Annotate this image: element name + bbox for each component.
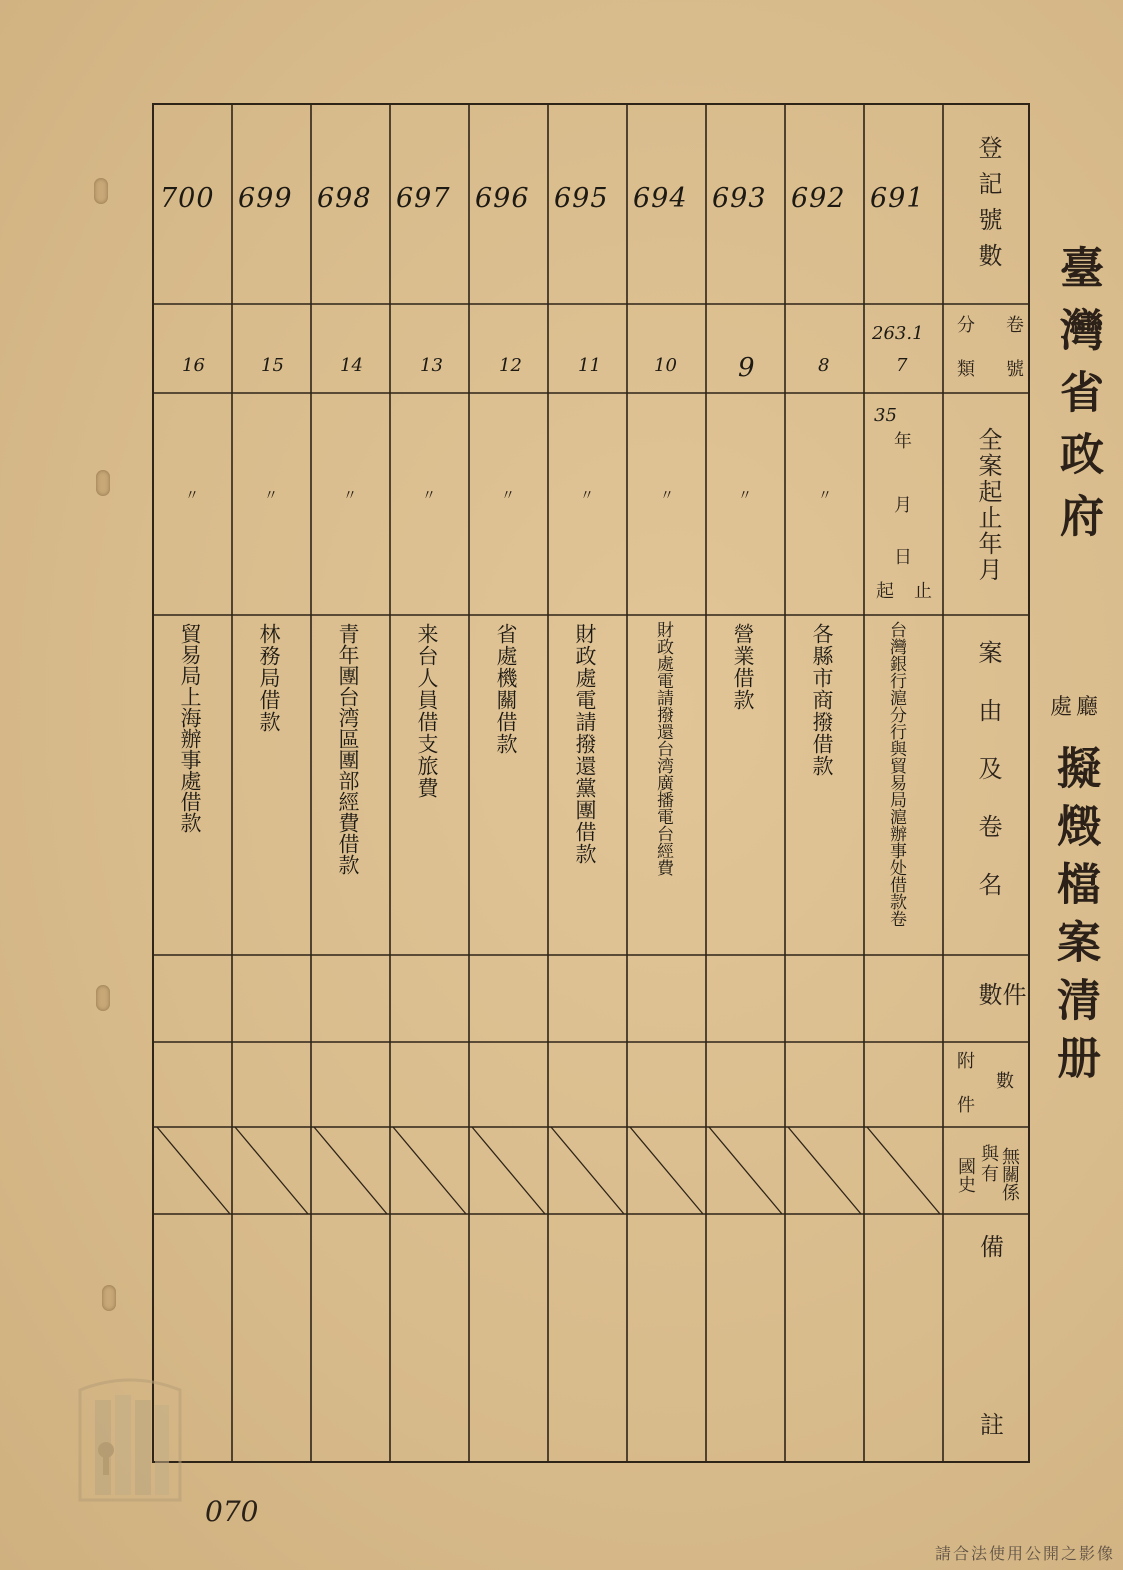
registration-number: 700 xyxy=(160,183,215,214)
case-subject: 青年團台湾區團部經費借款 xyxy=(336,623,360,875)
period-ditto: 〃 xyxy=(343,488,357,504)
registration-number: 693 xyxy=(712,183,767,214)
case-subject: 營業借款 xyxy=(731,623,756,711)
page-number: 070 xyxy=(205,1495,259,1528)
class-number: 10 xyxy=(654,355,677,376)
period-ditto: 〃 xyxy=(501,488,515,504)
period-ditto: 〃 xyxy=(185,488,199,504)
register-table xyxy=(152,103,1030,1463)
class-number: 11 xyxy=(578,355,601,376)
period-ditto: 〃 xyxy=(264,488,278,504)
case-subject: 財政處電請撥還台湾廣播電台經費 xyxy=(653,621,673,876)
class-number: 7 xyxy=(896,355,908,376)
registration-number: 694 xyxy=(633,183,688,214)
header-history-b: 與有 xyxy=(978,1144,999,1184)
period-ditto: 〃 xyxy=(660,488,674,504)
header-attachment-top: 數 xyxy=(996,1071,1014,1092)
header-remarks-bottom: 註 xyxy=(980,1411,1016,1439)
registration-number: 699 xyxy=(238,183,293,214)
registration-number: 691 xyxy=(870,183,925,214)
class-prefix: 263.1 xyxy=(872,323,924,344)
class-number: 16 xyxy=(182,355,205,376)
header-class-top: 分 xyxy=(957,315,975,336)
binding-hole xyxy=(102,1285,116,1311)
period-ditto: 〃 xyxy=(738,488,752,504)
registration-number: 697 xyxy=(396,183,451,214)
registration-number: 695 xyxy=(554,183,609,214)
case-subject: 林務局借款 xyxy=(257,623,282,733)
usage-watermark: 請合法使用公開之影像 xyxy=(934,1544,1115,1563)
header-volume-top: 卷 xyxy=(1006,315,1024,336)
class-number: 14 xyxy=(340,355,363,376)
class-number: 15 xyxy=(261,355,284,376)
header-history-c: 國史 xyxy=(955,1157,976,1193)
office-labels xyxy=(1050,690,1098,721)
class-number: 12 xyxy=(499,355,522,376)
period-day-unit: 日 xyxy=(894,547,912,568)
period-end-label: 止 xyxy=(914,581,932,602)
header-class-bottom: 類 xyxy=(957,359,975,380)
case-subject: 来台人員借支旅費 xyxy=(415,623,440,799)
case-subject: 台灣銀行滬分行與貿易局滬辦事处借款卷 xyxy=(886,621,906,927)
archive-logo-watermark xyxy=(70,1370,190,1510)
registration-number: 698 xyxy=(317,183,372,214)
binding-hole xyxy=(96,985,110,1011)
case-subject: 省處機關借款 xyxy=(494,623,519,755)
header-registration-number: 登記號數 xyxy=(974,134,1002,279)
case-subject: 貿易局上海辦事處借款 xyxy=(178,623,202,833)
office-label-b: 處 xyxy=(1050,695,1073,720)
period-month-unit: 月 xyxy=(894,495,912,516)
header-remarks-top: 備 xyxy=(980,1233,1016,1261)
document-title: 臺灣省政府 xyxy=(1052,245,1103,555)
header-attachment-b: 件 xyxy=(957,1095,975,1116)
office-label-a: 廳 xyxy=(1076,695,1099,720)
period-ditto: 〃 xyxy=(422,488,436,504)
period-ditto: 〃 xyxy=(818,488,832,504)
case-subject: 財政處電請撥還黨團借款 xyxy=(573,623,598,865)
header-history-a: 無關係 xyxy=(999,1147,1020,1201)
binding-hole xyxy=(94,178,108,204)
case-subject: 各縣市商撥借款 xyxy=(810,623,835,777)
header-volume-bottom: 號 xyxy=(1006,359,1024,380)
registration-number: 692 xyxy=(791,183,846,214)
class-number: 8 xyxy=(818,355,830,376)
header-count: 件數 xyxy=(974,981,1026,1020)
registration-number: 696 xyxy=(475,183,530,214)
header-attachment-a: 附 xyxy=(957,1051,975,1072)
binding-hole xyxy=(96,470,110,496)
period-start-label: 起 xyxy=(876,581,894,602)
class-number: 13 xyxy=(420,355,443,376)
period-ditto: 〃 xyxy=(580,488,594,504)
header-subject: 案由及卷名 xyxy=(974,640,1002,930)
document-subtitle: 擬燬檔案清册 xyxy=(1049,745,1100,1093)
header-period: 全案起止年月 xyxy=(974,427,1002,583)
class-number: 9 xyxy=(738,353,755,383)
period-year-unit: 年 xyxy=(894,431,912,452)
period-year: 35 xyxy=(874,405,897,426)
